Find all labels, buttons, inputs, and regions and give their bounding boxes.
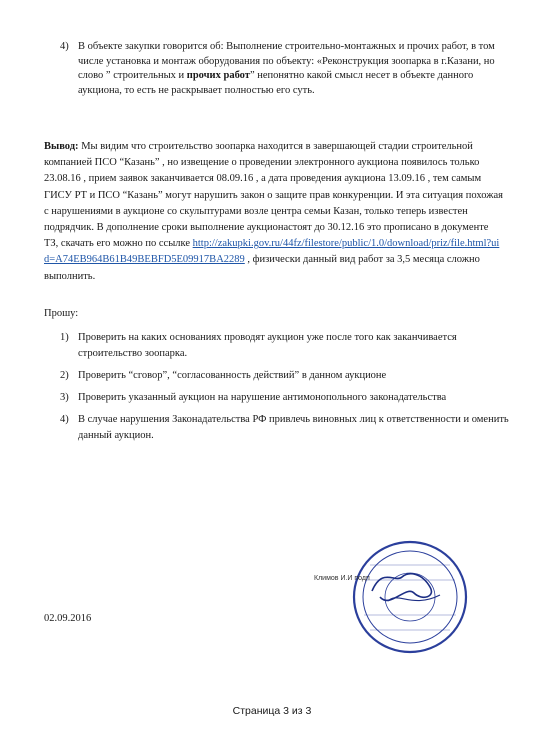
request-item-3 — [60, 390, 510, 406]
text-intro: В объекте закупки говорится об: — [78, 41, 227, 52]
request-label: Прошу: — [44, 308, 79, 319]
list-number: 3) — [60, 392, 69, 403]
list-text: Проверить “сговор”, “согласованность действий” в данном аукционе — [78, 370, 387, 381]
request-item-4 — [60, 412, 510, 444]
conclusion-label: Вывод: — [44, 141, 79, 152]
download-link[interactable]: http://zakupki.gov.ru/44fz/filestore/public/1.0/download/priz/file.html?uid=A74EB964B61B49BEBFD5E09917BA2289 — [44, 238, 500, 266]
official-stamp — [310, 535, 480, 665]
request-item-2 — [60, 368, 510, 384]
conclusion-paragraph — [44, 139, 504, 285]
text-ending: ” непонятно какой смысл несет в объекте данного аукциона, то есть не раскрывает полностью его суть. — [78, 70, 474, 96]
signature-name: Климов И.И подп — [314, 575, 370, 582]
list-text — [78, 40, 500, 98]
page-number-footer: Страница 3 из 3 — [232, 705, 312, 717]
list-number: 1) — [60, 332, 69, 343]
list-text: В случае нарушения Законадательства РФ привлечь виновных лиц к ответственности и оменить данный аукцион. — [78, 414, 509, 441]
text-bold-phrase: прочих работ — [186, 70, 250, 82]
text-object-description: Выполнение строительно-монтажных и прочих работ, в том числе установка и монтаж оборудования по объекту: «Реконструкция зоопарка в г.Казани, но слово ” строительных и — [78, 41, 495, 82]
conclusion-tail: , физически данный вид работ за 3,5 месяца сложно выполнить. — [44, 254, 480, 282]
list-item-4-object — [60, 40, 500, 98]
request-item-1 — [60, 330, 510, 362]
document-date: 02.09.2016 — [44, 613, 92, 624]
list-text: Проверить указанный аукцион на нарушение антимонопольного законадательства — [78, 392, 447, 403]
conclusion-text: Мы видим что строительство зоопарка находится в завершающей стадии строительной компанией ПСО “Казань” , но извещение о проведении электронного аукциона появилось только 23.08.16 , прием заявок заканчивается 08.09.16 , а дата проведения аукциона 13.09.16 , тем самым ГИСУ РТ и ПСО “Казань” могут нарушить закон о защите прав конкуренции. И эта ситуация похожая с нарушениями в аукционе со скульптурами возле центра семьи Казан, только теперь известен подрядчик. В дополнение сроки выполнение аукционастоят до 30.12.16 это прописано в документе ТЗ, скачать его можно по ссылке — [44, 141, 503, 250]
list-number: 2) — [60, 370, 69, 381]
list-number: 4) — [60, 41, 69, 52]
list-text: Проверить на каких основаниях проводят аукцион уже после того как заканчивается строительство зоопарка. — [78, 332, 457, 359]
list-number: 4) — [60, 414, 69, 425]
